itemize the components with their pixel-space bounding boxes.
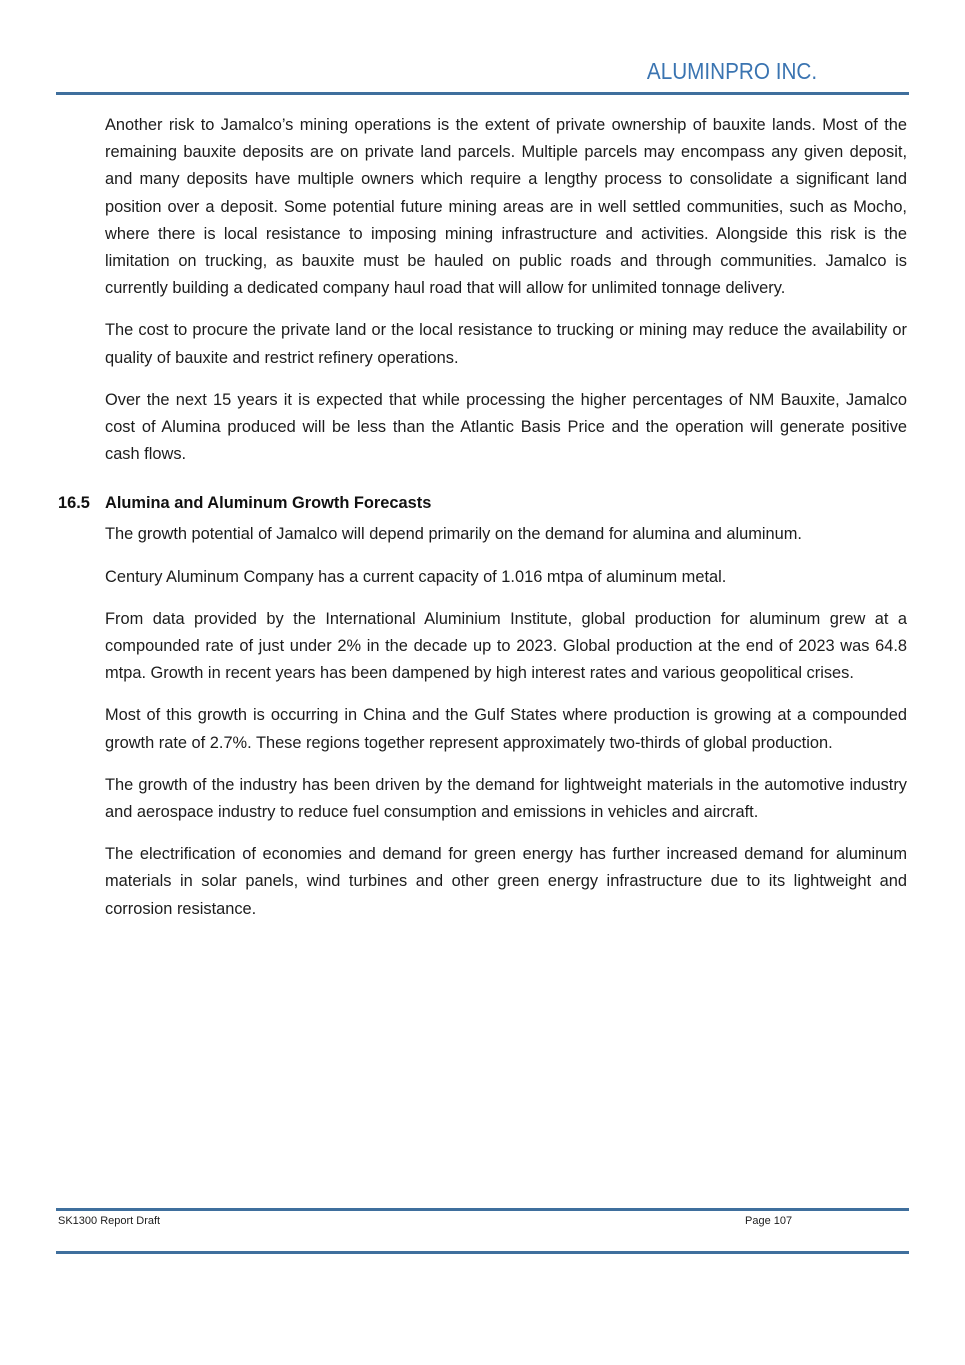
paragraph-global-production: From data provided by the International Aluminium Institute, global production for aluminum grew at a compounded rate of just under 2% in the decade up to 2023. Global production at the end of 2023 was 64.8 mtpa. Growth in recent years has been dampened by high interest rates and various geopolitical crises. xyxy=(105,609,907,683)
footer-divider-top xyxy=(56,1208,909,1211)
paragraph-cash-flow-outlook: Over the next 15 years it is expected that while processing the higher percentages of NM Bauxite, Jamalco cost of Alumina produced will be less than the Atlantic Basis Price and the operation will generate positive cash flows. xyxy=(105,390,907,464)
company-name-header: ALUMINPRO INC. xyxy=(646,58,817,84)
paragraph-procurement-cost: The cost to procure the private land or the local resistance to trucking or mining may reduce the availability or quality of bauxite and restrict refinery operations. xyxy=(105,321,907,367)
footer-page-number: Page 107 xyxy=(745,1215,793,1227)
paragraph-electrification: The electrification of economies and demand for green energy has further increased demand for aluminum materials in solar panels, wind turbines and other green energy infrastructure due to its lightweight and corrosion resistance. xyxy=(105,845,907,918)
paragraph-capacity: Century Aluminum Company has a current capacity of 1.016 mtpa of aluminum metal. xyxy=(105,567,727,586)
paragraph-private-land-risk: Another risk to Jamalco’s mining operations is the extent of private ownership of bauxite lands. Most of the remaining bauxite deposits are on private land parcels. Multiple parcels may encompass any given deposit, and many deposits have multiple owners which require a lengthy process to consolidate a significant land position over a deposit. Some potential future mining areas are in well settled communities, such as Mocho, where there is local resistance to imposing mining infrastructure and activities. Alongside this risk is the limitation on trucking, as bauxite must be hauled on public roads and through communities. Jamalco is currently building a dedicated company haul road that will allow for unlimited tonnage delivery. xyxy=(105,116,907,298)
paragraph-regional-growth: Most of this growth is occurring in China and the Gulf States where production is growing at a compounded growth rate of 2.7%. These regions together represent approximately two-thirds of global production. xyxy=(105,706,907,752)
header-divider xyxy=(56,92,909,95)
page-content xyxy=(0,112,965,938)
section-heading xyxy=(58,490,907,517)
footer-document-name: SK1300 Report Draft xyxy=(58,1215,161,1227)
footer-divider-bottom xyxy=(56,1251,909,1254)
paragraph-growth-potential: The growth potential of Jamalco will depend primarily on the demand for alumina and aluminum. xyxy=(105,525,802,544)
section-title: Alumina and Aluminum Growth Forecasts xyxy=(105,494,432,513)
paragraph-industry-drivers: The growth of the industry has been driven by the demand for lightweight materials in the automotive industry and aerospace industry to reduce fuel consumption and emissions in vehicles and aircraft. xyxy=(105,775,907,822)
section-number: 16.5 xyxy=(58,494,90,513)
